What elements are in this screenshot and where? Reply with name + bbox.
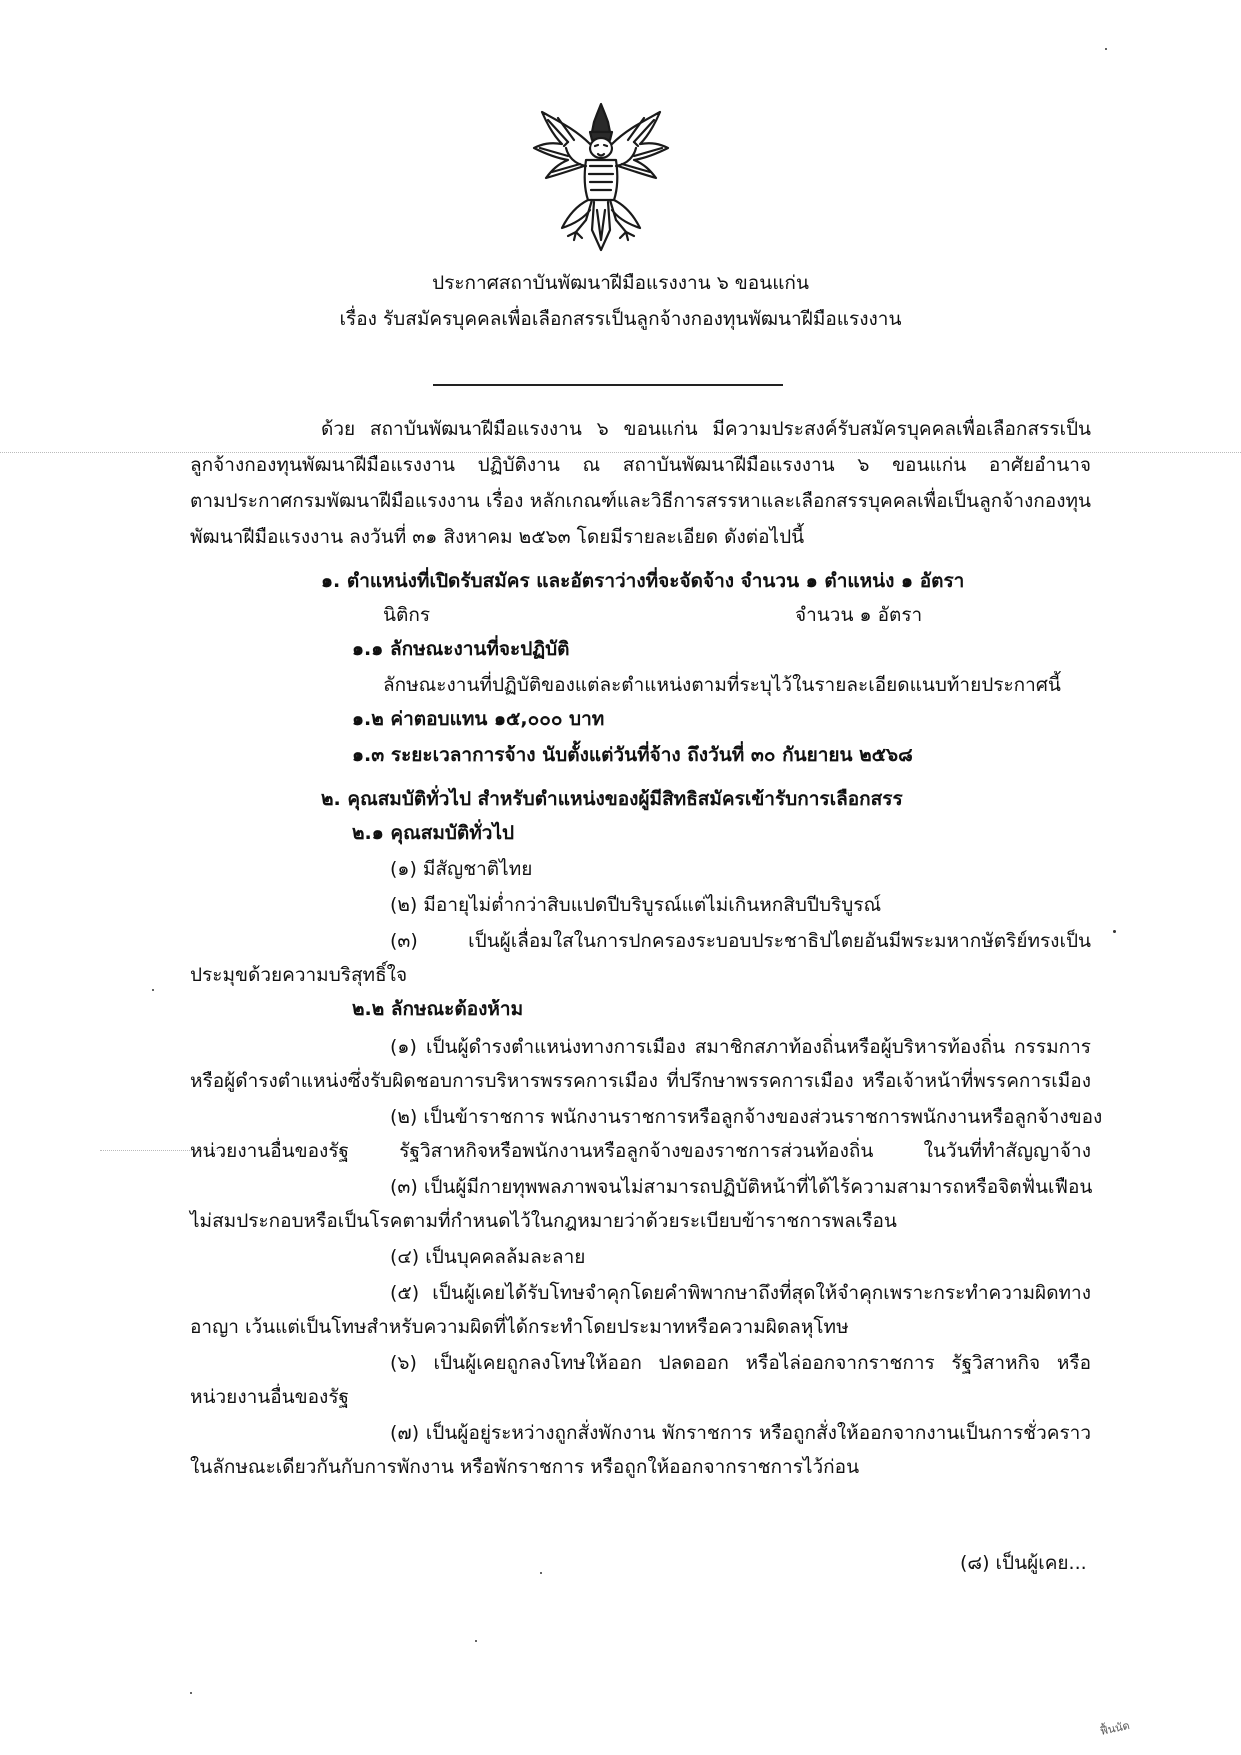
prohibition-1-line-2: หรือผู้ดำรงตำแหน่งซึ่งรับผิดชอบการบริหารพรรคการเมือง ที่ปรึกษาพรรคการเมือง หรือเจ้าหน้าที่พรรคการเมือง	[190, 1070, 1091, 1092]
prohibition-1-line-1: (๑) เป็นผู้ดำรงตำแหน่งทางการเมือง สมาชิกสภาท้องถิ่นหรือผู้บริหารท้องถิ่น กรรมการ	[390, 1036, 1091, 1058]
prohibition-7-line-1: (๗) เป็นผู้อยู่ระหว่างถูกสั่งพักงาน พักราชการ หรือถูกสั่งให้ออกจากงานเป็นการชั่วคราว	[390, 1422, 1091, 1444]
announcement-subject: เรื่อง รับสมัครบุคคลเพื่อเลือกสรรเป็นลูกจ้างกองทุนพัฒนาฝีมือแรงงาน	[339, 308, 902, 330]
section-1-2: ๑.๒ ค่าตอบแทน ๑๕,๐๐๐ บาท	[352, 708, 605, 730]
handwritten-initials: ฟื้นนัด	[1098, 1719, 1131, 1738]
prohibition-3-line-1: (๓) เป็นผู้มีกายทุพพลภาพจนไม่สามารถปฏิบัติหน้าที่ได้ไร้ความสามารถหรือจิตฟั่นเฟือน	[390, 1176, 1093, 1198]
prohibition-3-line-2: ไม่สมประกอบหรือเป็นโรคตามที่กำหนดไว้ในกฎหมายว่าด้วยระเบียบข้าราชการพลเรือน	[190, 1210, 897, 1232]
qualification-2: (๒) มีอายุไม่ต่ำกว่าสิบแปดปีบริบูรณ์แต่ไม่เกินหกสิบปีบริบูรณ์	[390, 894, 882, 916]
intro-line-4: พัฒนาฝีมือแรงงาน ลงวันที่ ๓๑ สิงหาคม ๒๕๖๓ โดยมีรายละเอียด ดังต่อไปนี้	[190, 526, 805, 548]
position-title: นิติกร	[383, 604, 431, 626]
scan-speck	[152, 989, 154, 991]
prohibition-2-line-2: หน่วยงานอื่นของรัฐ รัฐวิสาหกิจหรือพนักงานหรือลูกจ้างของราชการส่วนท้องถิ่น ในวันที่ทำสัญญาจ้าง	[190, 1140, 1091, 1162]
title-underline	[433, 384, 783, 386]
garuda-emblem-icon	[528, 100, 674, 260]
section-1-1-heading: ๑.๑ ลักษณะงานที่จะปฏิบัติ	[352, 638, 570, 660]
prohibition-2-line-1: (๒) เป็นข้าราชการ พนักงานราชการหรือลูกจ้างของส่วนราชการพนักงานหรือลูกจ้างของ	[390, 1106, 1103, 1128]
scan-speck	[540, 1572, 542, 1574]
section-2-1-heading: ๒.๑ คุณสมบัติทั่วไป	[352, 822, 515, 844]
intro-line-1: ด้วย สถาบันพัฒนาฝีมือแรงงาน ๖ ขอนแก่น มีความประสงค์รับสมัครบุคคลเพื่อเลือกสรรเป็น	[321, 418, 1091, 440]
section-1-3: ๑.๓ ระยะเวลาการจ้าง นับตั้งแต่วันที่จ้าง ถึงวันที่ ๓๐ กันยายน ๒๕๖๘	[352, 744, 913, 766]
prohibition-5-line-1: (๕) เป็นผู้เคยได้รับโทษจำคุกโดยคำพิพากษาถึงที่สุดให้จำคุกเพราะกระทำความผิดทาง	[390, 1282, 1091, 1304]
scan-speck	[1105, 48, 1107, 50]
section-2-2-heading: ๒.๒ ลักษณะต้องห้าม	[352, 998, 524, 1020]
prohibition-6-line-2: หน่วยงานอื่นของรัฐ	[190, 1386, 350, 1408]
section-2-heading: ๒. คุณสมบัติทั่วไป สำหรับตำแหน่งของผู้มีสิทธิสมัครเข้ารับการเลือกสรร	[321, 788, 903, 810]
section-1-1-text: ลักษณะงานที่ปฏิบัติของแต่ละตำแหน่งตามที่ระบุไว้ในรายละเอียดแนบท้ายประกาศนี้	[383, 674, 1061, 696]
prohibition-7-line-2: ในลักษณะเดียวกันกับการพักงาน หรือพักราชการ หรือถูกให้ออกจากราชการไว้ก่อน	[190, 1456, 860, 1478]
scan-speck	[190, 1692, 192, 1694]
intro-line-3: ตามประกาศกรมพัฒนาฝีมือแรงงาน เรื่อง หลักเกณฑ์และวิธีการสรรหาและเลือกสรรบุคคลเพื่อเป็นลูกจ้างกองทุน	[190, 490, 1091, 512]
qualification-1: (๑) มีสัญชาติไทย	[390, 858, 533, 880]
section-1-heading: ๑. ตำแหน่งที่เปิดรับสมัคร และอัตราว่างที่จะจัดจ้าง จำนวน ๑ ตำแหน่ง ๑ อัตรา	[321, 570, 965, 592]
qualification-3-line-1: (๓) เป็นผู้เลื่อมใสในการปกครองระบอบประชาธิปไตยอันมีพระมหากษัตริย์ทรงเป็น	[390, 930, 1091, 952]
prohibition-4: (๔) เป็นบุคคลล้มละลาย	[390, 1246, 586, 1268]
intro-line-2: ลูกจ้างกองทุนพัฒนาฝีมือแรงงาน ปฏิบัติงาน ณ สถาบันพัฒนาฝีมือแรงงาน ๖ ขอนแก่น อาศัยอำนาจ	[190, 454, 1091, 476]
prohibition-5-line-2: อาญา เว้นแต่เป็นโทษสำหรับความผิดที่ได้กระทำโดยประมาทหรือความผิดลหุโทษ	[190, 1316, 849, 1338]
qualification-3-line-2: ประมุขด้วยความบริสุทธิ์ใจ	[190, 964, 408, 986]
prohibition-6-line-1: (๖) เป็นผู้เคยถูกลงโทษให้ออก ปลดออก หรือไล่ออกจากราชการ รัฐวิสาหกิจ หรือ	[390, 1352, 1091, 1374]
page-continuation: (๘) เป็นผู้เคย...	[960, 1552, 1087, 1574]
scan-speck	[475, 1640, 477, 1642]
scan-speck	[1113, 930, 1116, 933]
position-count: จำนวน ๑ อัตรา	[795, 604, 923, 626]
announcement-title: ประกาศสถาบันพัฒนาฝีมือแรงงาน ๖ ขอนแก่น	[432, 272, 809, 294]
